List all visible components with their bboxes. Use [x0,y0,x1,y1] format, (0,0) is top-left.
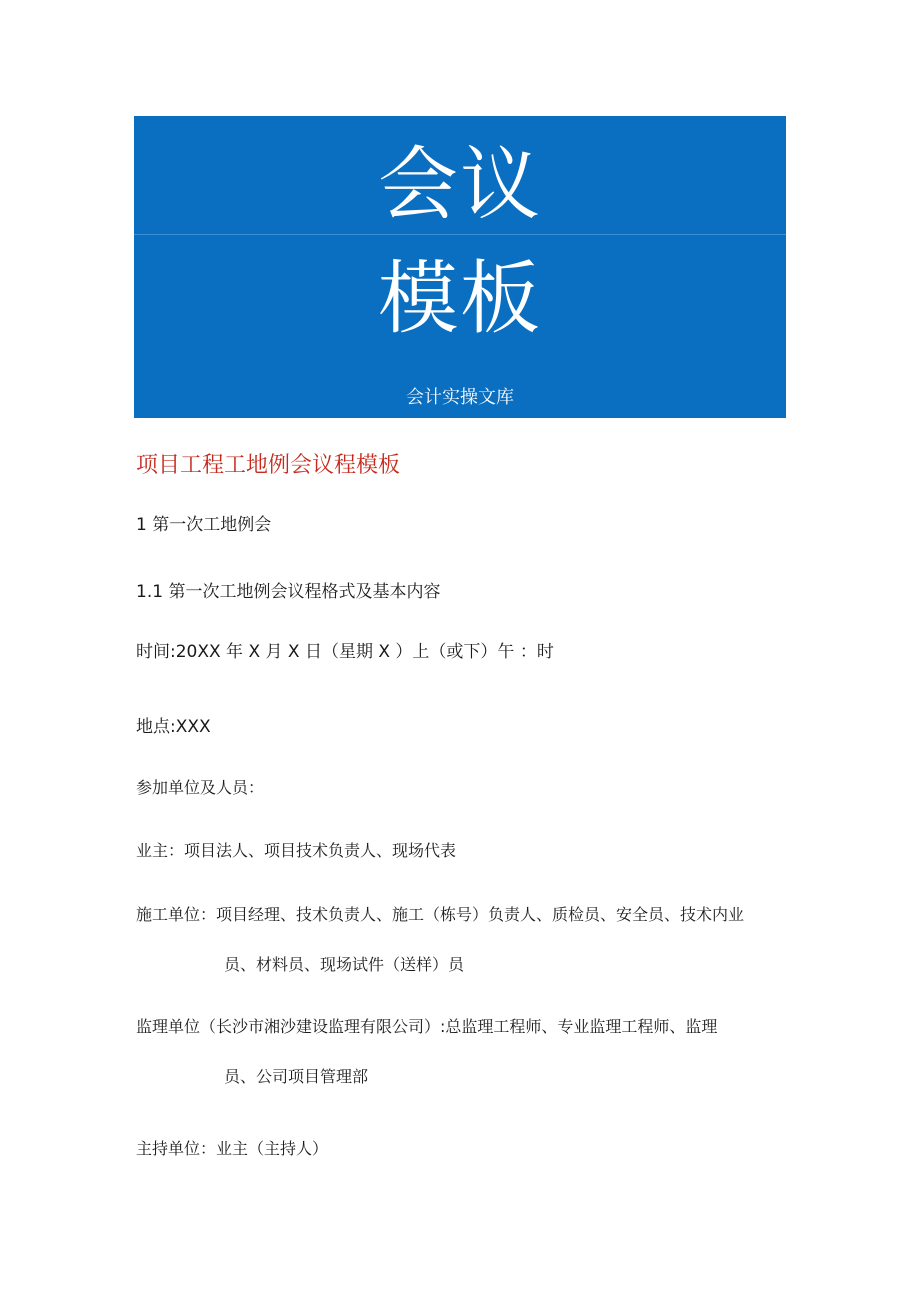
host-unit: 主持单位：业主（主持人） [136,1139,329,1158]
section-1-heading: 1 第一次工地例会 [136,515,272,535]
cover-banner [134,116,786,418]
cover-title-line2: 模板 [378,252,542,345]
owner-participants: 业主：项目法人、项目技术负责人、现场代表 [136,841,457,860]
cover-title-line1: 会议 [378,138,542,231]
contractor-participants-line1: 施工单位：项目经理、技术负责人、施工（栋号）负责人、质检员、安全员、技术内业 [136,905,745,924]
section-1-1-heading: 1.1 第一次工地例会议程格式及基本内容 [136,582,441,602]
contractor-participants-line2: 员、材料员、现场试件（送样）员 [224,955,465,974]
cover-subtitle: 会计实操文库 [406,387,514,408]
participants-heading: 参加单位及人员： [136,778,265,797]
meeting-time: 时间:20XX 年 X 月 X 日（星期 X ）上（或下）午 ：时 [136,642,554,662]
document-title: 项目工程工地例会议程模板 [136,453,401,478]
supervisor-participants-line2: 员、公司项目管理部 [224,1067,369,1086]
supervisor-participants-line1: 监理单位（长沙市湘沙建设监理有限公司）:总监理工程师、专业监理工程师、监理 [136,1017,718,1036]
meeting-location: 地点:XXX [136,717,211,737]
